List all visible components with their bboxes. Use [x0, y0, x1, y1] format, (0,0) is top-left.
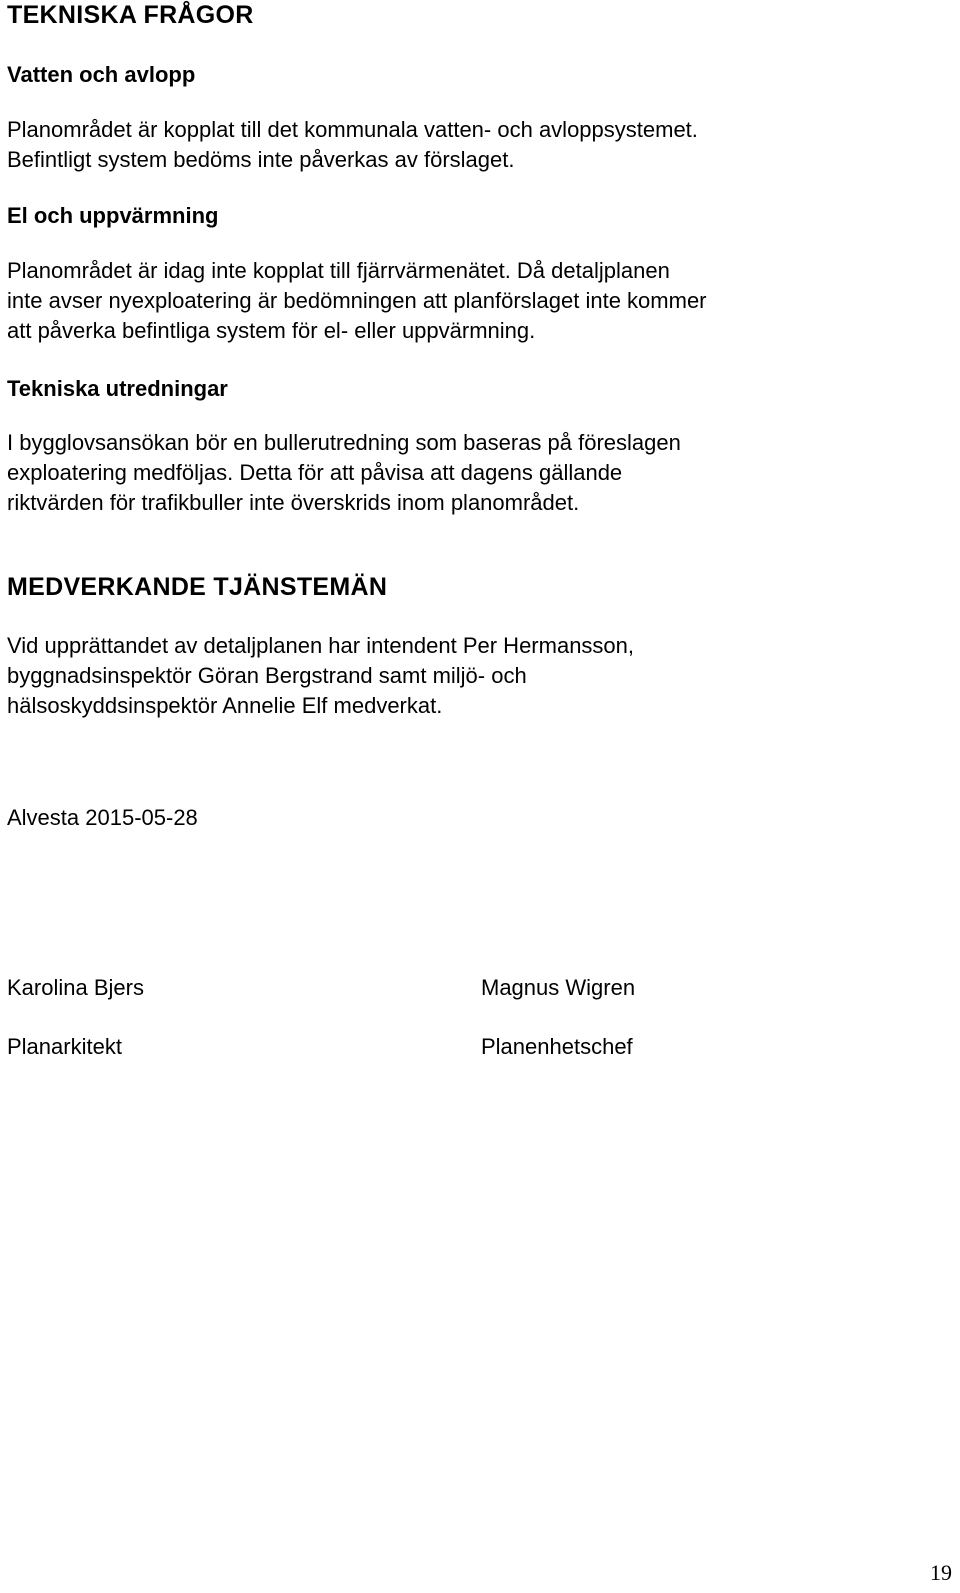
text-line: inte avser nyexploatering är bedömningen att planförslaget inte kommer [7, 288, 707, 313]
text-line: Planområdet är idag inte kopplat till fjärrvärmenätet. Då detaljplanen [7, 258, 670, 283]
text-line: Planområdet är kopplat till det kommunala vatten- och avloppsystemet. [7, 117, 698, 142]
heading-vatten-och-avlopp: Vatten och avlopp [7, 62, 196, 87]
section-title-tekniska-fragor: TEKNISKA FRÅGOR [7, 1, 254, 29]
page-number: 19 [930, 1560, 952, 1585]
paragraph-tekniska-utredningar [7, 428, 681, 518]
paragraph-medverkande [7, 631, 634, 721]
signatory-name-left: Karolina Bjers [7, 975, 144, 1000]
text-line: exploatering medföljas. Detta för att påvisa att dagens gällande [7, 460, 623, 485]
text-line: Vid upprättandet av detaljplanen har intendent Per Hermansson, [7, 633, 635, 658]
text-line: hälsoskyddsinspektör Annelie Elf medverkat. [7, 693, 443, 718]
text-line: Befintligt system bedöms inte påverkas av förslaget. [7, 147, 515, 172]
signatory-role-right: Planenhetschef [481, 1034, 633, 1059]
text-line: att påverka befintliga system för el- eller uppvärmning. [7, 318, 536, 343]
text-line: riktvärden för trafikbuller inte överskrids inom planområdet. [7, 490, 580, 515]
heading-tekniska-utredningar: Tekniska utredningar [7, 376, 228, 401]
signatory-name-right: Magnus Wigren [481, 975, 636, 1000]
place-date: Alvesta 2015-05-28 [7, 805, 198, 830]
signatory-role-left: Planarkitekt [7, 1034, 122, 1059]
text-line: I bygglovsansökan bör en bullerutredning som baseras på föreslagen [7, 430, 681, 455]
text-line: byggnadsinspektör Göran Bergstrand samt miljö- och [7, 663, 527, 688]
paragraph-el-och-uppvarmning [7, 256, 707, 346]
section-title-medverkande: MEDVERKANDE TJÄNSTEMÄN [7, 573, 388, 601]
heading-el-och-uppvarmning: El och uppvärmning [7, 203, 219, 228]
paragraph-vatten-och-avlopp [7, 115, 698, 175]
